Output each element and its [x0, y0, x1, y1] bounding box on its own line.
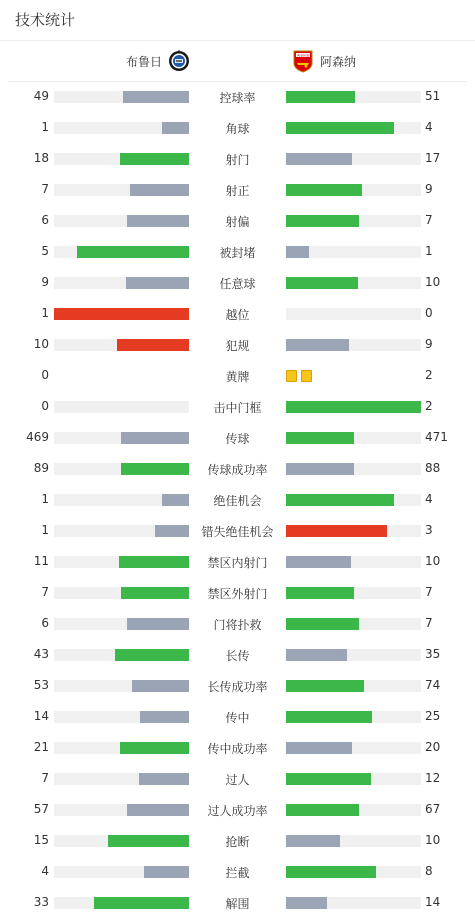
home-stat-bar	[54, 742, 189, 754]
away-stat-value: 10	[425, 275, 441, 289]
away-team-header	[292, 48, 356, 74]
home-stat-bar	[54, 432, 189, 444]
away-stat-bar-fill	[286, 773, 371, 785]
away-yellow-cards	[286, 370, 312, 382]
stat-row	[0, 856, 475, 887]
home-stat-value: 57	[33, 802, 49, 816]
stat-row	[0, 267, 475, 298]
home-stat-bar	[54, 122, 189, 134]
stat-row	[0, 112, 475, 143]
away-stat-bar	[286, 525, 421, 537]
home-stat-bar-fill	[127, 618, 189, 630]
away-stat-bar-fill	[286, 215, 359, 227]
away-stat-value: 10	[425, 554, 441, 568]
away-stat-value: 9	[425, 182, 433, 196]
home-stat-bar	[54, 494, 189, 506]
away-stat-value: 74	[425, 678, 441, 692]
home-stat-bar	[54, 184, 189, 196]
stat-label: 过人	[225, 773, 250, 787]
away-stat-value: 2	[425, 368, 433, 382]
stat-label: 射正	[225, 184, 250, 198]
away-stat-bar-fill	[286, 463, 354, 475]
away-stat-bar-fill	[286, 804, 359, 816]
away-stat-bar	[286, 649, 421, 661]
home-stat-value: 89	[33, 461, 49, 475]
away-stat-bar	[286, 587, 421, 599]
arsenal-crest-icon	[292, 49, 314, 73]
home-stat-value: 7	[41, 771, 49, 785]
stat-row	[0, 143, 475, 174]
home-stat-bar-fill	[120, 742, 189, 754]
away-stat-bar-fill	[286, 432, 354, 444]
away-stat-value: 25	[425, 709, 441, 723]
home-stat-bar-fill	[121, 432, 189, 444]
stat-row	[0, 732, 475, 763]
home-stat-value: 469	[26, 430, 49, 444]
home-stat-bar	[54, 246, 189, 258]
home-stat-bar	[54, 215, 189, 227]
stat-row	[0, 701, 475, 732]
home-stat-bar	[54, 587, 189, 599]
home-stat-bar-fill	[130, 184, 189, 196]
stat-row	[0, 360, 475, 391]
away-stat-value: 10	[425, 833, 441, 847]
home-stat-value: 9	[41, 275, 49, 289]
home-team-header	[126, 48, 190, 74]
home-stat-value: 1	[41, 523, 49, 537]
away-stat-bar-fill	[286, 184, 362, 196]
stat-label: 传中成功率	[207, 742, 268, 756]
stat-label: 射门	[225, 153, 250, 167]
stat-label: 拦截	[225, 866, 250, 880]
away-stat-value: 3	[425, 523, 433, 537]
home-stat-value: 11	[33, 554, 49, 568]
away-stat-bar-fill	[286, 339, 349, 351]
home-stat-value: 1	[41, 492, 49, 506]
home-stat-value: 14	[33, 709, 49, 723]
stat-label: 过人成功率	[207, 804, 268, 818]
away-stat-value: 88	[425, 461, 441, 475]
away-stat-bar	[286, 122, 421, 134]
home-stat-bar-fill	[115, 649, 189, 661]
stat-label: 传球	[225, 432, 250, 446]
home-stat-value: 49	[33, 89, 49, 103]
home-stat-bar-fill	[144, 866, 189, 878]
away-stat-bar-fill	[286, 525, 387, 537]
stat-row	[0, 391, 475, 422]
away-stat-value: 7	[425, 585, 433, 599]
away-stat-bar	[286, 91, 421, 103]
stat-label: 解围	[225, 897, 250, 911]
stat-label: 射偏	[225, 215, 250, 229]
away-stat-bar-fill	[286, 277, 358, 289]
stat-row	[0, 639, 475, 670]
home-stat-bar-fill	[162, 122, 189, 134]
away-stat-bar-fill	[286, 246, 309, 258]
home-stat-bar-fill	[120, 153, 189, 165]
stat-row	[0, 329, 475, 360]
home-stat-value: 5	[41, 244, 49, 258]
away-stat-value: 0	[425, 306, 433, 320]
away-stat-bar	[286, 308, 421, 320]
stat-label: 越位	[225, 308, 250, 322]
away-stat-value: 471	[425, 430, 448, 444]
away-stat-bar-fill	[286, 618, 359, 630]
away-stat-bar	[286, 463, 421, 475]
away-stat-value: 9	[425, 337, 433, 351]
away-stat-value: 12	[425, 771, 441, 785]
home-stat-value: 18	[33, 151, 49, 165]
away-stat-bar-fill	[286, 122, 394, 134]
away-stat-bar	[286, 711, 421, 723]
away-stat-value: 7	[425, 616, 433, 630]
stat-label: 错失绝佳机会	[201, 525, 274, 539]
stat-row	[0, 608, 475, 639]
home-stat-bar-fill	[127, 804, 189, 816]
home-stat-bar	[54, 525, 189, 537]
away-stat-bar-fill	[286, 153, 352, 165]
stat-row	[0, 422, 475, 453]
stats-list	[0, 81, 475, 918]
away-stat-bar	[286, 401, 421, 413]
away-stat-bar	[286, 680, 421, 692]
home-stat-value: 10	[33, 337, 49, 351]
stat-label: 传中	[225, 711, 250, 725]
away-stat-value: 4	[425, 120, 433, 134]
away-team-name: 阿森纳	[320, 54, 357, 69]
away-stat-value: 7	[425, 213, 433, 227]
home-stat-value: 33	[33, 895, 49, 909]
home-stat-bar	[54, 711, 189, 723]
home-stat-bar	[54, 866, 189, 878]
home-stat-bar-fill	[77, 246, 189, 258]
away-stat-bar-fill	[286, 866, 376, 878]
stat-label: 禁区内射门	[207, 556, 268, 570]
away-stat-bar	[286, 866, 421, 878]
home-stat-value: 0	[41, 368, 49, 382]
away-stat-bar	[286, 556, 421, 568]
home-stat-bar	[54, 277, 189, 289]
home-stat-bar	[54, 308, 189, 320]
home-stat-bar	[54, 339, 189, 351]
away-stat-value: 1	[425, 244, 433, 258]
home-stat-value: 43	[33, 647, 49, 661]
home-stat-value: 53	[33, 678, 49, 692]
home-stat-bar-fill	[54, 308, 189, 320]
stat-label: 长传	[225, 649, 250, 663]
home-stat-value: 1	[41, 306, 49, 320]
away-stat-bar	[286, 184, 421, 196]
stat-row	[0, 205, 475, 236]
home-stat-bar	[54, 463, 189, 475]
home-stat-value: 6	[41, 616, 49, 630]
stat-label: 门将扑救	[213, 618, 262, 632]
home-stat-bar	[54, 804, 189, 816]
home-stat-bar-fill	[108, 835, 189, 847]
away-stat-value: 14	[425, 895, 441, 909]
stat-row	[0, 453, 475, 484]
stat-label: 长传成功率	[207, 680, 268, 694]
away-stat-bar-fill	[286, 91, 355, 103]
away-stat-value: 4	[425, 492, 433, 506]
home-stat-bar-fill	[140, 711, 189, 723]
away-stat-bar	[286, 835, 421, 847]
home-stat-bar	[54, 153, 189, 165]
stat-row	[0, 515, 475, 546]
stat-row	[0, 577, 475, 608]
away-stat-bar	[286, 215, 421, 227]
home-stat-value: 21	[33, 740, 49, 754]
stat-label: 犯规	[225, 339, 250, 353]
away-stat-bar-fill	[286, 401, 421, 413]
svg-text:Arsenal: Arsenal	[297, 53, 309, 58]
home-stat-bar-fill	[121, 463, 189, 475]
home-stat-value: 7	[41, 585, 49, 599]
away-stat-bar	[286, 897, 421, 909]
home-stat-bar-fill	[121, 587, 189, 599]
home-stat-bar	[54, 773, 189, 785]
home-stat-bar	[54, 91, 189, 103]
page-title: 技术统计	[15, 11, 76, 29]
home-stat-bar-fill	[119, 556, 189, 568]
stat-label: 抢断	[225, 835, 250, 849]
home-stat-value: 15	[33, 833, 49, 847]
stat-row	[0, 794, 475, 825]
stat-row	[0, 81, 475, 112]
stat-row	[0, 546, 475, 577]
away-stat-value: 8	[425, 864, 433, 878]
stat-row	[0, 887, 475, 918]
away-stat-bar-fill	[286, 742, 352, 754]
yellow-card-icon	[301, 370, 312, 382]
away-stat-bar-fill	[286, 711, 372, 723]
away-stat-bar	[286, 618, 421, 630]
away-stat-bar-fill	[286, 649, 347, 661]
home-stat-bar	[54, 556, 189, 568]
home-stat-bar-fill	[94, 897, 189, 909]
away-stat-bar	[286, 494, 421, 506]
away-stat-bar	[286, 246, 421, 258]
stat-label: 控球率	[219, 91, 256, 105]
away-stat-value: 35	[425, 647, 441, 661]
away-stat-value: 51	[425, 89, 441, 103]
home-stat-value: 4	[41, 864, 49, 878]
stat-label: 任意球	[219, 277, 256, 291]
away-stat-value: 67	[425, 802, 441, 816]
club-brugge-crest-icon	[168, 49, 190, 73]
stat-row	[0, 670, 475, 701]
stat-row	[0, 484, 475, 515]
away-stat-bar-fill	[286, 494, 394, 506]
stat-label: 绝佳机会	[213, 494, 262, 508]
home-stat-bar	[54, 401, 189, 413]
away-stat-bar-fill	[286, 835, 340, 847]
home-stat-bar-fill	[132, 680, 189, 692]
stat-label: 击中门框	[213, 401, 262, 415]
stat-row	[0, 825, 475, 856]
home-stat-bar-fill	[162, 494, 189, 506]
away-stat-bar	[286, 742, 421, 754]
title-divider	[0, 40, 475, 41]
away-stat-bar-fill	[286, 556, 351, 568]
stat-label: 禁区外射门	[207, 587, 268, 601]
home-stat-bar-fill	[139, 773, 189, 785]
away-stat-bar-fill	[286, 587, 354, 599]
home-stat-bar	[54, 897, 189, 909]
stat-label: 黄牌	[225, 370, 250, 384]
stat-label: 被封堵	[219, 246, 256, 260]
away-stat-bar	[286, 773, 421, 785]
away-stat-bar-fill	[286, 897, 327, 909]
stat-row	[0, 763, 475, 794]
stat-row	[0, 174, 475, 205]
home-stat-value: 6	[41, 213, 49, 227]
stat-label: 传球成功率	[207, 463, 268, 477]
away-stat-bar	[286, 339, 421, 351]
home-stat-value: 7	[41, 182, 49, 196]
away-stat-bar	[286, 432, 421, 444]
home-stat-bar	[54, 618, 189, 630]
home-stat-value: 1	[41, 120, 49, 134]
away-stat-bar-fill	[286, 680, 364, 692]
away-stat-value: 2	[425, 399, 433, 413]
away-stat-value: 20	[425, 740, 441, 754]
home-stat-bar-fill	[123, 91, 189, 103]
home-stat-bar	[54, 649, 189, 661]
home-team-name: 布鲁日	[126, 54, 163, 69]
yellow-card-icon	[286, 370, 297, 382]
home-stat-bar	[54, 835, 189, 847]
away-stat-bar	[286, 153, 421, 165]
stat-label: 角球	[225, 122, 250, 136]
away-stat-value: 17	[425, 151, 441, 165]
home-stat-bar-fill	[117, 339, 189, 351]
home-stat-value: 0	[41, 399, 49, 413]
stat-row	[0, 236, 475, 267]
stat-row	[0, 298, 475, 329]
home-stat-bar-fill	[126, 277, 189, 289]
home-stat-bar	[54, 680, 189, 692]
home-stat-bar-fill	[127, 215, 189, 227]
away-stat-bar	[286, 804, 421, 816]
away-stat-bar	[286, 277, 421, 289]
home-stat-bar-fill	[155, 525, 189, 537]
